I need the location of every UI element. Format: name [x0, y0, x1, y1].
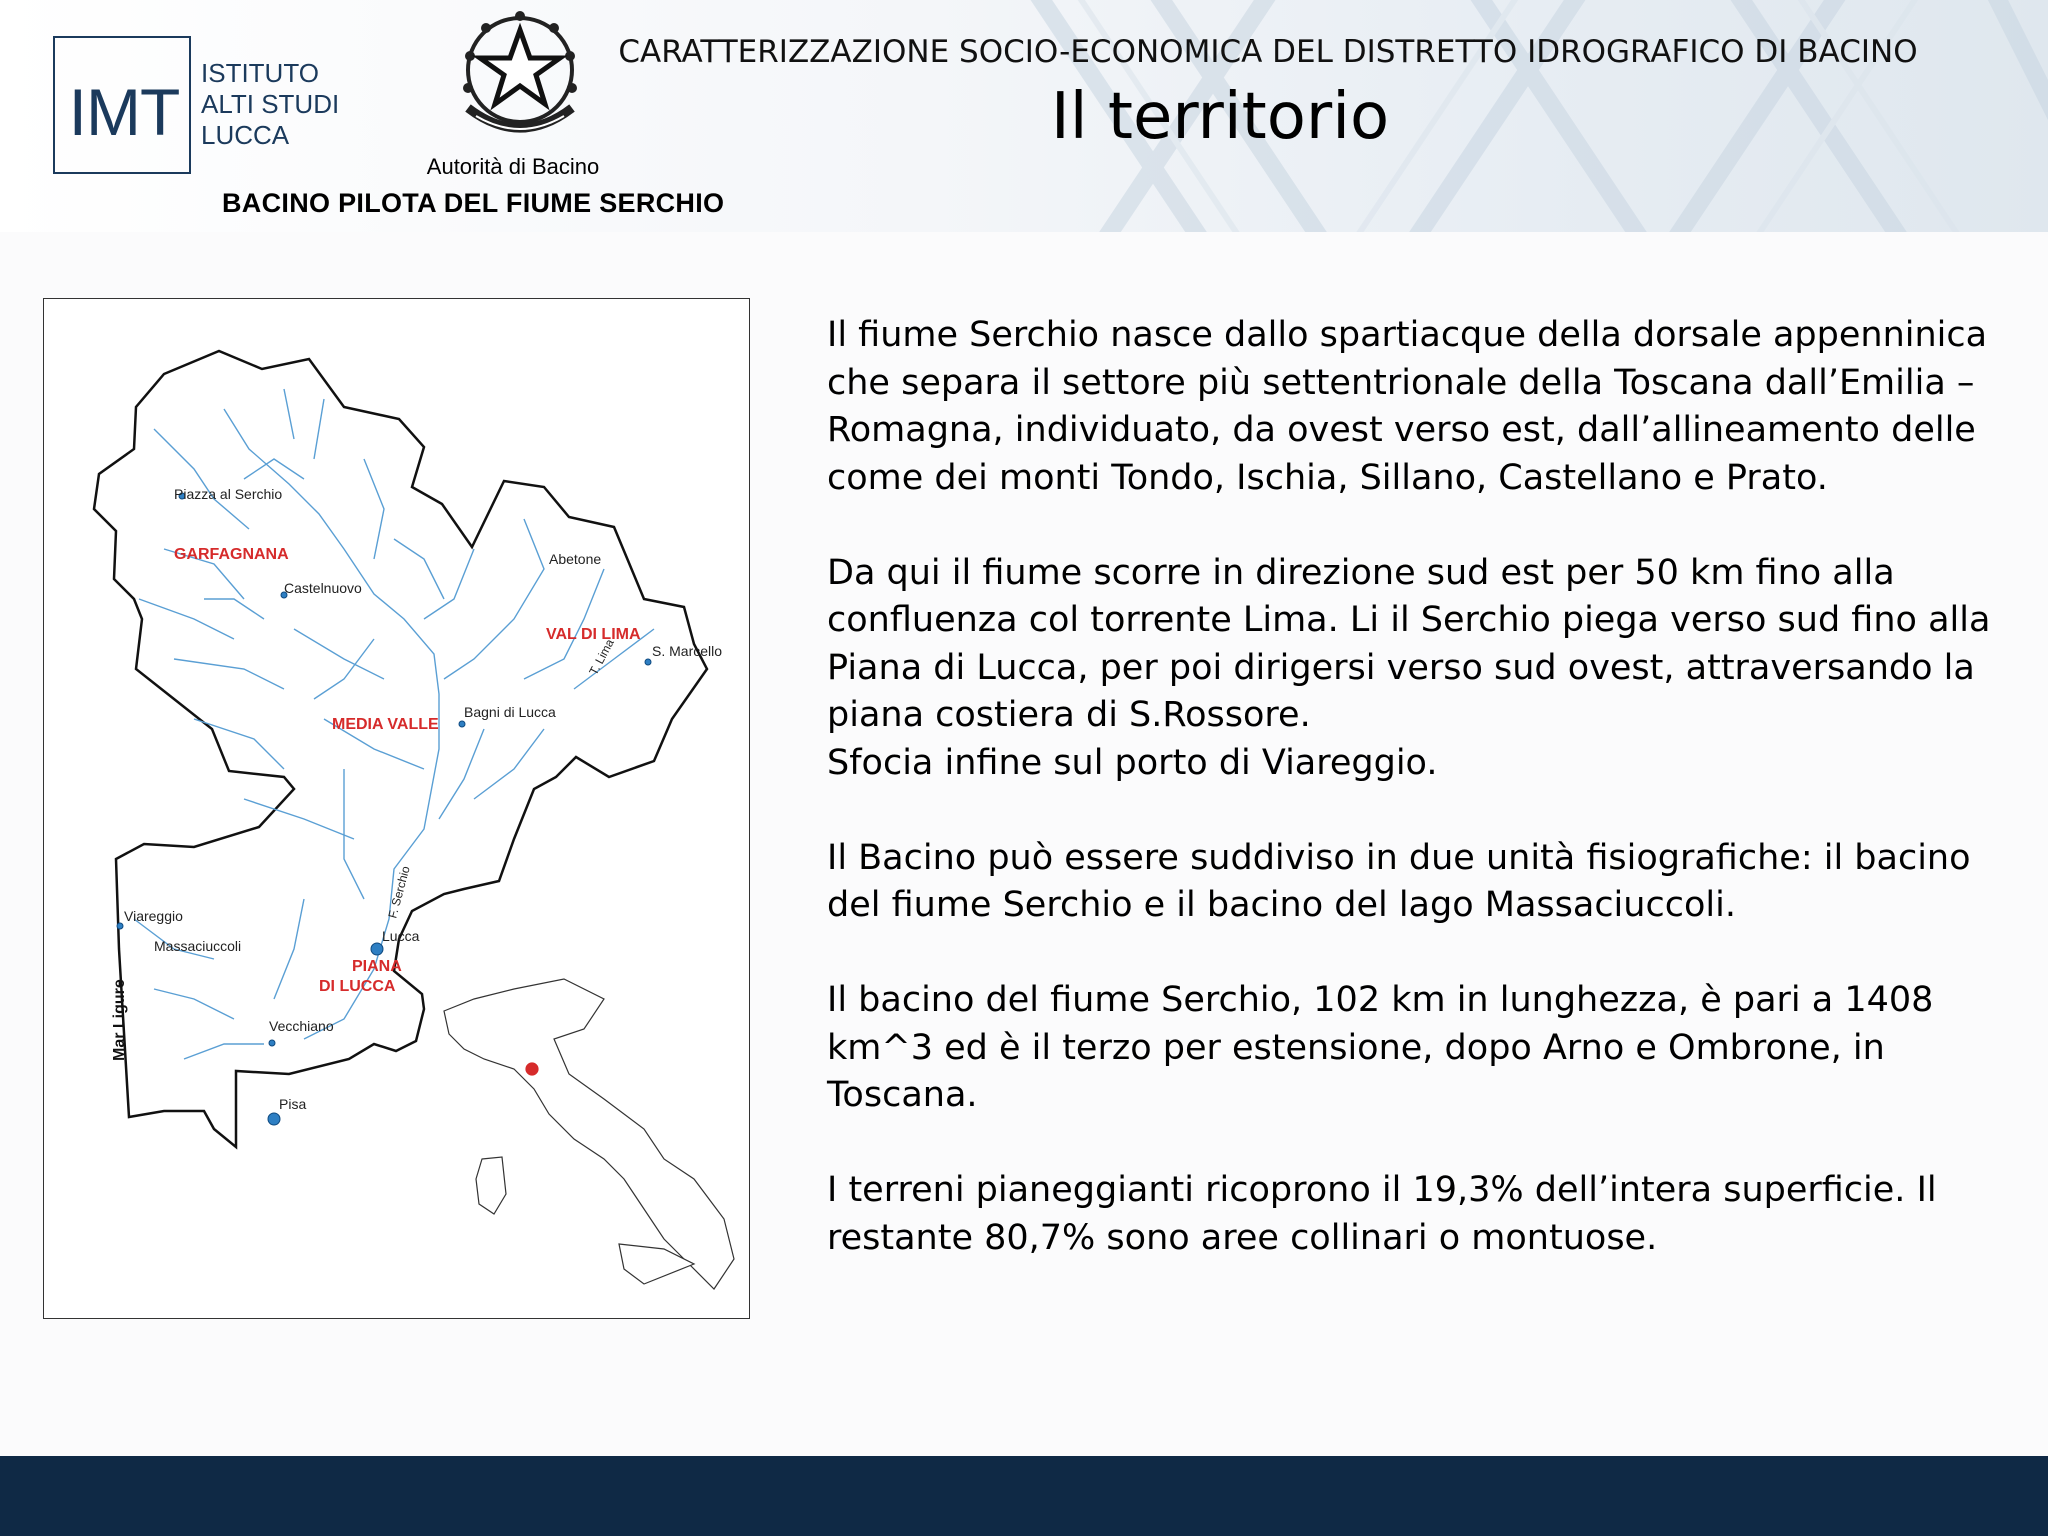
paragraph-4: Il bacino del fiume Serchio, 102 km in lunghezza, è pari a 1408 km^3 ed è il terzo per estensione, dopo Arno e Ombrone, in Toscana. — [827, 980, 1934, 1115]
logo-line-2: ALTI STUDI — [201, 89, 340, 119]
region-piana: PIANA — [352, 958, 402, 975]
town-viareggio: Viareggio — [124, 908, 183, 924]
region-val-di-lima: VAL DI LIMA — [546, 626, 641, 643]
river-serchio: F. Serchio — [385, 864, 413, 920]
town-abetone: Abetone — [549, 551, 602, 567]
town-s-marcello: S. Marcello — [652, 643, 723, 659]
slide-supertitle: CARATTERIZZAZIONE SOCIO-ECONOMICA DEL DISTRETTO IDROGRAFICO DI BACINO — [618, 34, 1918, 70]
italian-republic-emblem — [450, 8, 590, 148]
town-piazza-al-serchio: Piazza al Serchio — [174, 486, 283, 502]
paragraph-2: Da qui il fiume scorre in direzione sud est per 50 km fino alla confluenza col torrente Lima. Li il Serchio piega verso sud fino alla Piana di Lucca, per poi dirigersi verso sud ovest, attraversando la piana costiera di S.Rossore. — [827, 552, 1991, 735]
imt-logo — [53, 36, 353, 178]
paragraph-2-end: Sfocia infine sul porto di Viareggio. — [827, 742, 1438, 783]
town-bagni-di-lucca: Bagni di Lucca — [464, 704, 556, 720]
imt-logo-text — [201, 58, 339, 151]
sea-mar-ligure: Mar Ligure — [111, 979, 128, 1061]
basin-name: BACINO PILOTA DEL FIUME SERCHIO — [222, 188, 725, 218]
region-media-valle: MEDIA VALLE — [332, 716, 439, 733]
town-vecchiano: Vecchiano — [269, 1018, 334, 1034]
authority-label: Autorità di Bacino — [426, 154, 600, 179]
paragraph-5: I terreni pianeggianti ricoprono il 19,3% dell’intera superficie. Il restante 80,7% sono aree collinari o montuose. — [827, 1170, 1937, 1258]
logo-line-3: LUCCA — [201, 120, 290, 150]
region-di-lucca: DI LUCCA — [319, 978, 396, 995]
basin-outline — [94, 351, 707, 1147]
imt-logo-mark: IMT — [68, 75, 180, 149]
body-text — [827, 312, 2007, 1310]
paragraph-1: Il fiume Serchio nasce dallo spartiacque della dorsale appenninica che separa il settore più settentrionale della Toscana dall’Emilia – Romagna, individuato, da ovest verso est, dall’allineamento delle come dei monti Tondo, Ischia, Sillano, Castellano e Prato. — [827, 315, 1988, 498]
town-lucca: Lucca — [382, 928, 420, 944]
basin-map — [43, 298, 750, 1319]
river-lima: T. Lima — [586, 636, 617, 678]
imt-logo-box — [53, 36, 191, 174]
region-garfagnana: GARFAGNANA — [174, 546, 289, 563]
footer-bar — [0, 1456, 2048, 1536]
italy-inset — [444, 979, 734, 1289]
slide-title: Il territorio — [1050, 80, 1390, 154]
logo-line-1: ISTITUTO — [201, 58, 319, 88]
town-pisa: Pisa — [279, 1096, 307, 1112]
town-castelnuovo: Castelnuovo — [284, 580, 362, 596]
basin-map-drawing — [44, 299, 751, 1320]
paragraph-3: Il Bacino può essere suddiviso in due unità fisiografiche: il bacino del fiume Serchio e il bacino del lago Massaciuccoli. — [827, 837, 1971, 925]
town-massaciuccoli: Massaciuccoli — [154, 938, 242, 954]
